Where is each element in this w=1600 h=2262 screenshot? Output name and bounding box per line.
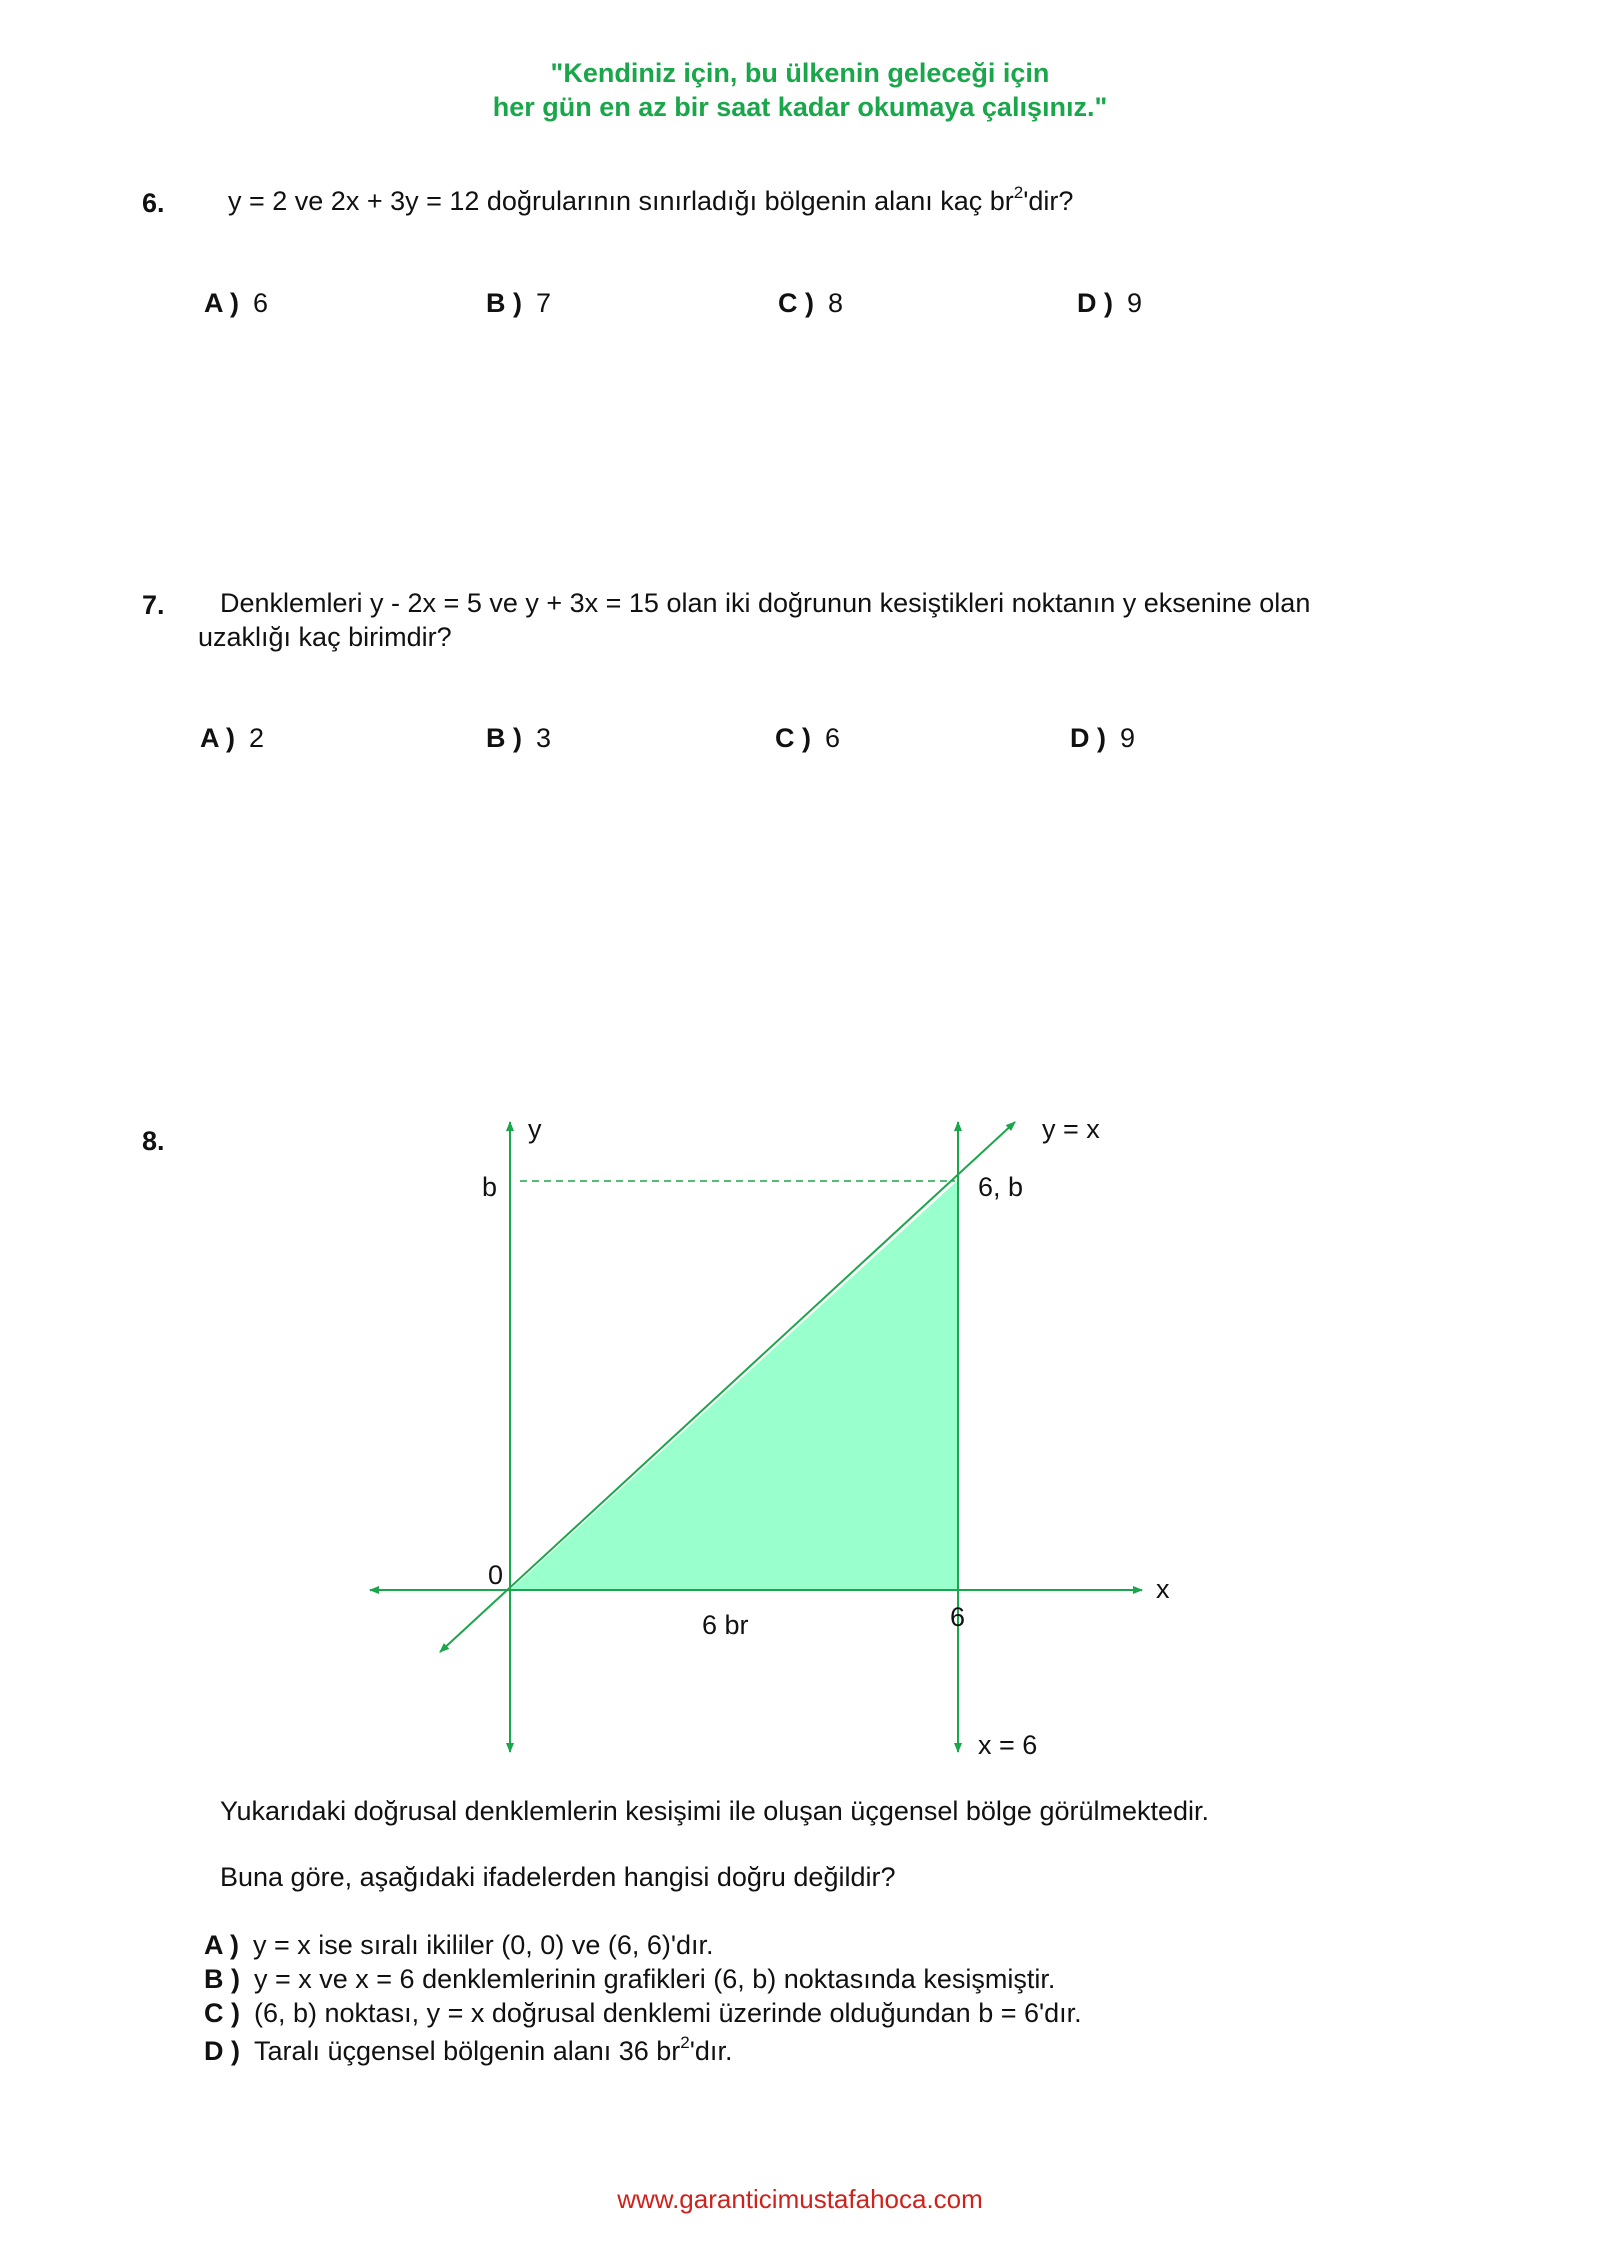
question-8-option-a[interactable]: A ) y = x ise sıralı ikililer (0, 0) ve (6, 6)'dır. [204,1930,714,1960]
question-6-option-b[interactable]: B ) 7 [486,288,552,318]
question-8-stem-1: Yukarıdaki doğrusal denklemlerin kesişimi ile oluşan üçgensel bölge görülmektedir. [220,1796,1210,1826]
question-7-option-b[interactable]: B ) 3 [486,723,552,753]
six-label: 6 [950,1602,966,1632]
question-7-option-d[interactable]: D ) 9 [1070,723,1136,753]
footer-website-link[interactable]: www.garanticimustafahoca.com [617,2184,983,2214]
question-6-option-c[interactable]: C ) 8 [778,288,844,318]
x-equals-6-label: x = 6 [978,1730,1038,1760]
question-7-text-line-1: Denklemleri y - 2x = 5 ve y + 3x = 15 olan iki doğrunun kesiştikleri noktanın y eksenine olan [220,588,1311,618]
question-6-text: y = 2 ve 2x + 3y = 12 doğrularının sınırladığı bölgenin alanı kaç $br^2'dir$? [228,183,1074,216]
b-label: b [482,1172,498,1202]
question-6-number: 6. [142,188,165,218]
question-8-option-d[interactable]: D ) Taralı üçgensel bölgenin alanı 36 $br^2'dır$. [204,2033,733,2066]
question-7-number: 7. [142,590,165,620]
shaded-triangle [510,1180,958,1590]
question-7-option-a[interactable]: A ) 2 [200,723,265,753]
origin-label: 0 [488,1560,504,1590]
question-8-stem-2: Buna göre, aşağıdaki ifadelerden hangisi doğru değildir? [220,1862,896,1892]
question-8-option-b[interactable]: B ) y = x ve x = 6 denklemlerinin grafikleri (6, b) noktasında kesişmiştir. [204,1964,1056,1994]
x-axis-label: x [1156,1574,1170,1604]
motto-line-1: "Kendiniz için, bu ülkenin geleceği için [550,58,1050,88]
line-y-equals-x-label: y = x [1042,1114,1100,1144]
motto-line-2: her gün en az bir saat kadar okumaya çalışınız." [492,92,1108,122]
base-6br-label: 6 br [702,1610,749,1640]
question-6-option-a[interactable]: A ) 6 [204,288,269,318]
point-6-b-label: 6, b [978,1172,1024,1202]
y-axis-label: y [528,1114,542,1144]
question-8-option-c[interactable]: C ) (6, b) noktası, y = x doğrusal denklemi üzerinde olduğundan b = 6'dır. [204,1998,1082,2028]
question-8-number: 8. [142,1126,165,1156]
question-7-text-line-2: uzaklığı kaç birimdir? [198,622,452,652]
question-7-option-c[interactable]: C ) 6 [775,723,841,753]
question-6-option-d[interactable]: D ) 9 [1077,288,1143,318]
